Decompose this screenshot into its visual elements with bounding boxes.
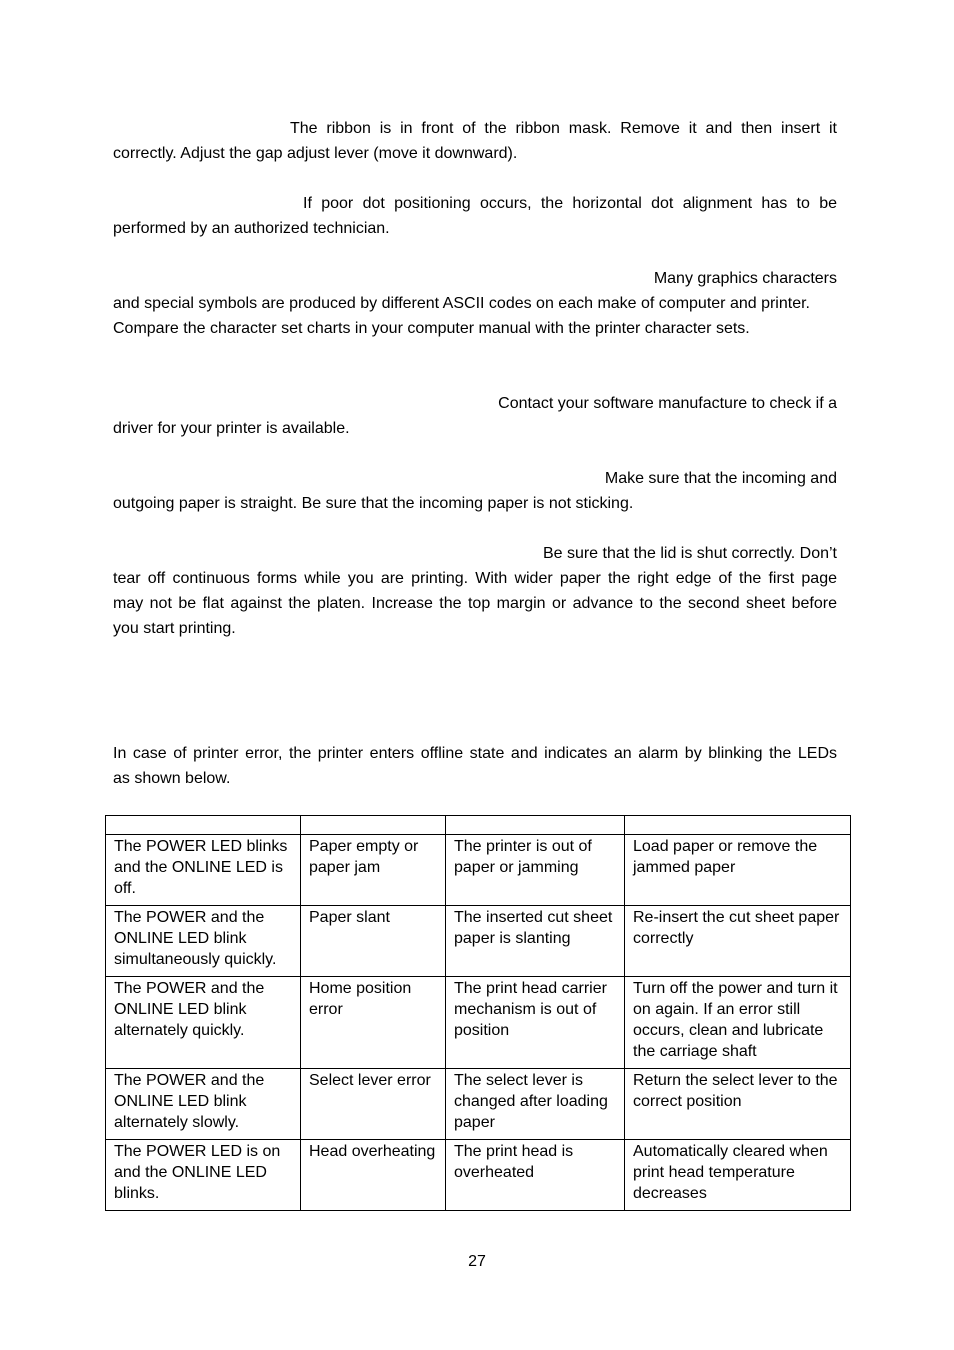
led-status-cell: The POWER and the ONLINE LED blink alternately slowly.	[106, 1069, 301, 1140]
error-cell: Home position error	[301, 977, 446, 1069]
lid-line-2: tear off continuous forms while you are printing. With wider paper the right edge of the first page	[113, 570, 837, 587]
header-solution	[625, 816, 851, 835]
error-led-table	[105, 815, 851, 1211]
error-cell: Paper empty or paper jam	[301, 835, 446, 906]
lid-line-1: Be sure that the lid is shut correctly. Don’t	[542, 545, 837, 562]
paper-straight-line-2: outgoing paper is straight. Be sure that the incoming paper is not sticking.	[113, 495, 634, 512]
solution-cell: Load paper or remove the jammed paper	[625, 835, 851, 906]
printer-error-intro-line-2: as shown below.	[113, 770, 231, 787]
character-set-line-3: Compare the character set charts in your computer manual with the printer character sets.	[113, 320, 750, 337]
ribbon-paragraph	[113, 116, 837, 166]
page-number: 27	[468, 1253, 486, 1270]
solution-cell: Automatically cleared when print head temperature decreases	[625, 1140, 851, 1211]
software-driver-paragraph	[113, 391, 837, 441]
solution-cell: Turn off the power and turn it on again. If an error still occurs, clean and lubricate the carriage shaft	[625, 977, 851, 1069]
cause-cell: The select lever is changed after loading paper	[446, 1069, 625, 1140]
error-cell: Paper slant	[301, 906, 446, 977]
paper-straight-line-1: Make sure that the incoming and	[604, 470, 837, 487]
dot-alignment-line-2: performed by an authorized technician.	[113, 220, 390, 237]
cause-cell: The inserted cut sheet paper is slanting	[446, 906, 625, 977]
table-row	[106, 1140, 851, 1211]
error-cell: Head overheating	[301, 1140, 446, 1211]
lid-line-3: may not be flat against the platen. Increase the top margin or advance to the second sheet before	[113, 595, 837, 612]
table-row	[106, 977, 851, 1069]
software-driver-line-2: driver for your printer is available.	[113, 420, 350, 437]
printer-error-intro	[113, 741, 837, 791]
dot-alignment-paragraph	[113, 191, 837, 241]
table-row	[106, 1069, 851, 1140]
led-status-cell: The POWER LED blinks and the ONLINE LED is off.	[106, 835, 301, 906]
led-status-cell: The POWER and the ONLINE LED blink alternately quickly.	[106, 977, 301, 1069]
ribbon-text-line-2: correctly. Adjust the gap adjust lever (move it downward).	[113, 145, 518, 162]
lid-paragraph	[113, 541, 837, 641]
header-cause	[446, 816, 625, 835]
header-led-status	[106, 816, 301, 835]
software-driver-line-1: Contact your software manufacture to check if a	[498, 395, 837, 412]
cause-cell: The print head carrier mechanism is out of position	[446, 977, 625, 1069]
solution-cell: Re-insert the cut sheet paper correctly	[625, 906, 851, 977]
cause-cell: The printer is out of paper or jamming	[446, 835, 625, 906]
table-row	[106, 835, 851, 906]
solution-cell: Return the select lever to the correct position	[625, 1069, 851, 1140]
cause-cell: The print head is overheated	[446, 1140, 625, 1211]
printer-error-intro-line-1: In case of printer error, the printer enters offline state and indicates an alarm by blinking the LEDs	[113, 745, 837, 762]
led-status-cell: The POWER and the ONLINE LED blink simultaneously quickly.	[106, 906, 301, 977]
ribbon-text-line-1: The ribbon is in front of the ribbon mask. Remove it and then insert it	[290, 120, 837, 137]
table-header-row	[106, 816, 851, 835]
error-cell: Select lever error	[301, 1069, 446, 1140]
dot-alignment-line-1: If poor dot positioning occurs, the horizontal dot alignment has to be	[303, 195, 837, 212]
led-status-cell: The POWER LED is on and the ONLINE LED blinks.	[106, 1140, 301, 1211]
character-set-paragraph	[113, 266, 843, 341]
character-set-line-2: and special symbols are produced by different ASCII codes on each make of computer and printer.	[113, 295, 810, 312]
paper-straight-paragraph	[113, 466, 837, 516]
character-set-line-1: Many graphics characters	[653, 270, 837, 287]
table-row	[106, 906, 851, 977]
header-error	[301, 816, 446, 835]
lid-line-4: you start printing.	[113, 620, 236, 637]
